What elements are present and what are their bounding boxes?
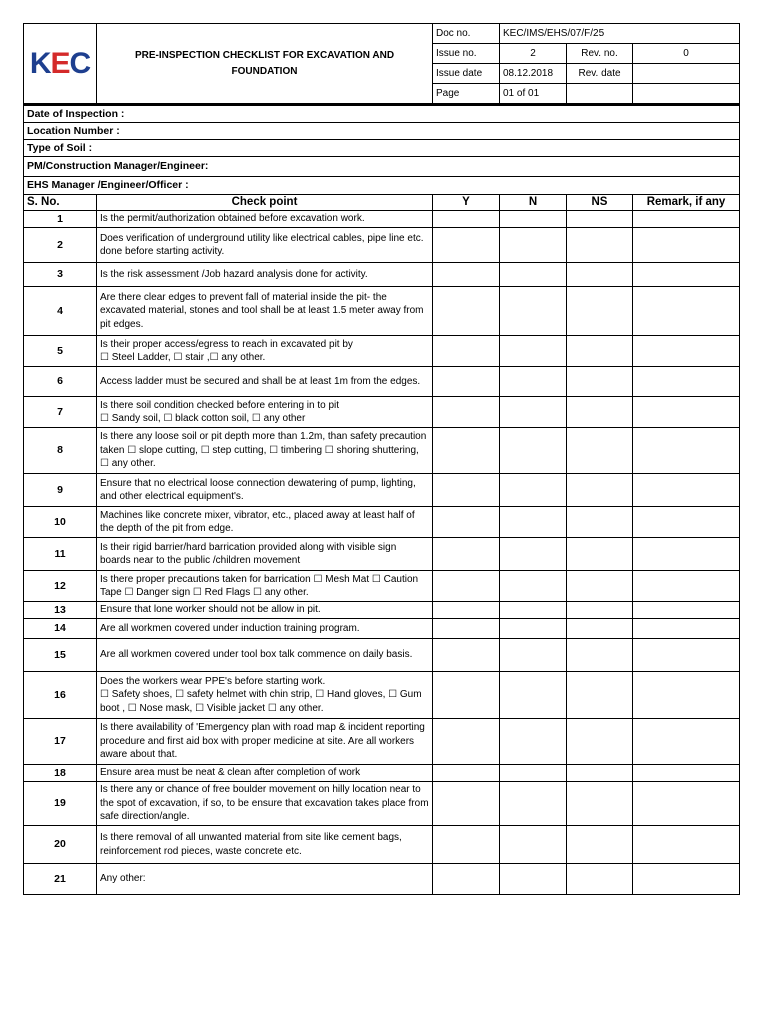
check-point-text: Ensure area must be neat & clean after completion of work (97, 765, 433, 782)
item-number: 3 (24, 263, 97, 287)
remark-cell[interactable] (633, 782, 740, 826)
y-cell[interactable] (433, 719, 500, 765)
check-point-text: Does verification of underground utility like electrical cables, pipe line etc. done before starting activity. (97, 228, 433, 263)
ns-cell[interactable] (567, 507, 633, 538)
n-cell[interactable] (500, 228, 567, 263)
checklist-sheet (23, 23, 739, 895)
check-point-text: Is the risk assessment /Job hazard analysis done for activity. (97, 263, 433, 287)
table-row (24, 719, 740, 765)
check-point-text: Are all workmen covered under induction training program. (97, 619, 433, 639)
page-empty-1 (567, 84, 633, 104)
item-number: 2 (24, 228, 97, 263)
item-number: 15 (24, 639, 97, 672)
item-number: 14 (24, 619, 97, 639)
item-number: 19 (24, 782, 97, 826)
checklist-items (24, 211, 740, 895)
n-cell[interactable] (500, 619, 567, 639)
y-cell[interactable] (433, 228, 500, 263)
ns-cell[interactable] (567, 474, 633, 507)
y-cell[interactable] (433, 619, 500, 639)
y-cell[interactable] (433, 287, 500, 336)
n-cell[interactable] (500, 367, 567, 397)
remark-cell[interactable] (633, 619, 740, 639)
col-header-y: Y (433, 195, 500, 211)
remark-cell[interactable] (633, 228, 740, 263)
table-row (24, 864, 740, 895)
table-row (24, 639, 740, 672)
ns-cell[interactable] (567, 367, 633, 397)
checklist-table (23, 104, 740, 895)
y-cell[interactable] (433, 211, 500, 228)
location-number-field[interactable]: Location Number : (24, 123, 740, 140)
n-cell[interactable] (500, 397, 567, 428)
y-cell[interactable] (433, 765, 500, 782)
col-header-sno: S. No. (24, 195, 97, 211)
check-point-text: Are there clear edges to prevent fall of material inside the pit- the excavated material, stones and tool shall be at least 1.5 meter away from pit edges. (97, 287, 433, 336)
remark-cell[interactable] (633, 211, 740, 228)
y-cell[interactable] (433, 571, 500, 602)
ns-cell[interactable] (567, 602, 633, 619)
remark-cell[interactable] (633, 507, 740, 538)
remark-cell[interactable] (633, 367, 740, 397)
ns-cell[interactable] (567, 397, 633, 428)
check-point-text: Is there soil condition checked before entering in to pit ☐ Sandy soil, ☐ black cotton soil, ☐ any other (97, 397, 433, 428)
ns-cell[interactable] (567, 826, 633, 864)
item-number: 7 (24, 397, 97, 428)
y-cell[interactable] (433, 428, 500, 474)
remark-cell[interactable] (633, 428, 740, 474)
ns-cell[interactable] (567, 672, 633, 719)
col-header-checkpoint: Check point (97, 195, 433, 211)
pm-engineer-field[interactable]: PM/Construction Manager/Engineer: (24, 157, 740, 177)
item-number: 8 (24, 428, 97, 474)
ns-cell[interactable] (567, 639, 633, 672)
n-cell[interactable] (500, 211, 567, 228)
table-row (24, 619, 740, 639)
check-point-text: Is their proper access/egress to reach in excavated pit by ☐ Steel Ladder, ☐ stair ,☐ any other. (97, 336, 433, 367)
n-cell[interactable] (500, 336, 567, 367)
page-empty-2 (633, 84, 740, 104)
item-number: 16 (24, 672, 97, 719)
table-row (24, 211, 740, 228)
date-of-inspection-field[interactable]: Date of Inspection : (24, 105, 740, 123)
remark-cell[interactable] (633, 474, 740, 507)
n-cell[interactable] (500, 507, 567, 538)
n-cell[interactable] (500, 672, 567, 719)
check-point-text: Is the permit/authorization obtained before excavation work. (97, 211, 433, 228)
remark-cell[interactable] (633, 336, 740, 367)
check-point-text: Is there removal of all unwanted material from site like cement bags, reinforcement rod pieces, waste concrete etc. (97, 826, 433, 864)
y-cell[interactable] (433, 864, 500, 895)
ns-cell[interactable] (567, 336, 633, 367)
y-cell[interactable] (433, 263, 500, 287)
n-cell[interactable] (500, 474, 567, 507)
item-number: 9 (24, 474, 97, 507)
n-cell[interactable] (500, 538, 567, 571)
check-point-text: Is there proper precautions taken for barrication ☐ Mesh Mat ☐ Caution Tape ☐ Danger sign ☐ Red Flags ☐ any other. (97, 571, 433, 602)
item-number: 4 (24, 287, 97, 336)
item-number: 1 (24, 211, 97, 228)
table-row (24, 571, 740, 602)
ns-cell[interactable] (567, 782, 633, 826)
n-cell[interactable] (500, 571, 567, 602)
item-number: 5 (24, 336, 97, 367)
table-row (24, 428, 740, 474)
item-number: 10 (24, 507, 97, 538)
y-cell[interactable] (433, 507, 500, 538)
col-header-n: N (500, 195, 567, 211)
table-row (24, 782, 740, 826)
ns-cell[interactable] (567, 287, 633, 336)
n-cell[interactable] (500, 428, 567, 474)
ns-cell[interactable] (567, 571, 633, 602)
doc-no-label: Doc no. (433, 24, 500, 44)
remark-cell[interactable] (633, 287, 740, 336)
issue-date-label: Issue date (433, 64, 500, 84)
table-row (24, 672, 740, 719)
rev-date-label: Rev. date (567, 64, 633, 84)
title-line-1: PRE-INSPECTION CHECKLIST FOR EXCAVATION AND (134, 49, 395, 61)
remark-cell[interactable] (633, 263, 740, 287)
table-row (24, 367, 740, 397)
remark-cell[interactable] (633, 602, 740, 619)
ns-cell[interactable] (567, 428, 633, 474)
ns-cell[interactable] (567, 619, 633, 639)
check-point-text: Any other: (97, 864, 433, 895)
document-title (97, 24, 433, 104)
check-point-text: Are all workmen covered under tool box talk commence on daily basis. (97, 639, 433, 672)
check-point-text: Machines like concrete mixer, vibrator, etc., placed away at least half of the depth of the pit from edge. (97, 507, 433, 538)
y-cell[interactable] (433, 336, 500, 367)
y-cell[interactable] (433, 367, 500, 397)
item-number: 18 (24, 765, 97, 782)
ns-cell[interactable] (567, 228, 633, 263)
item-number: 20 (24, 826, 97, 864)
check-point-text: Ensure that no electrical loose connection dewatering of pump, lighting, and other electrical equipment's. (97, 474, 433, 507)
y-cell[interactable] (433, 397, 500, 428)
rev-no-value: 0 (633, 44, 740, 64)
n-cell[interactable] (500, 639, 567, 672)
table-row (24, 263, 740, 287)
y-cell[interactable] (433, 639, 500, 672)
page-value: 01 of 01 (500, 84, 567, 104)
ns-cell[interactable] (567, 538, 633, 571)
y-cell[interactable] (433, 826, 500, 864)
check-point-text: Does the workers wear PPE's before starting work. ☐ Safety shoes, ☐ safety helmet with chin strip, ☐ Hand gloves, ☐ Gum boot , ☐ Nose mask, ☐ Visible jacket ☐ any other. (97, 672, 433, 719)
issue-date-value: 08.12.2018 (500, 64, 567, 84)
remark-cell[interactable] (633, 864, 740, 895)
rev-no-label: Rev. no. (567, 44, 633, 64)
y-cell[interactable] (433, 538, 500, 571)
check-point-text: Is there any or chance of free boulder movement on hilly location near to the spot of excavation, if so, to be ensure that excavation takes place from safe direction/angle. (97, 782, 433, 826)
item-number: 12 (24, 571, 97, 602)
table-row (24, 397, 740, 428)
title-line-2: FOUNDATION (231, 65, 298, 77)
doc-no-value: KEC/IMS/EHS/07/F/25 (500, 24, 740, 44)
table-row (24, 765, 740, 782)
y-cell[interactable] (433, 474, 500, 507)
check-point-text: Access ladder must be secured and shall be at least 1m from the edges. (97, 367, 433, 397)
table-row (24, 602, 740, 619)
n-cell[interactable] (500, 719, 567, 765)
n-cell[interactable] (500, 287, 567, 336)
issue-no-label: Issue no. (433, 44, 500, 64)
col-header-ns: NS (567, 195, 633, 211)
item-number: 13 (24, 602, 97, 619)
check-point-text: Ensure that lone worker should not be allow in pit. (97, 602, 433, 619)
remark-cell[interactable] (633, 571, 740, 602)
n-cell[interactable] (500, 864, 567, 895)
ns-cell[interactable] (567, 211, 633, 228)
table-row (24, 507, 740, 538)
check-point-text: Is there availability of 'Emergency plan with road map & incident reporting procedure and first aid box with proper medicine at site. Are all workers aware about that. (97, 719, 433, 765)
ns-cell[interactable] (567, 765, 633, 782)
n-cell[interactable] (500, 602, 567, 619)
table-row (24, 538, 740, 571)
table-row (24, 287, 740, 336)
n-cell[interactable] (500, 765, 567, 782)
kec-logo-icon: KEC (29, 46, 91, 80)
check-point-text: Is there any loose soil or pit depth more than 1.2m, than safety precaution taken ☐ slope cutting, ☐ step cutting, ☐ timbering ☐ shoring shuttering, ☐ any other. (97, 428, 433, 474)
y-cell[interactable] (433, 602, 500, 619)
rev-date-value (633, 64, 740, 84)
check-point-text: Is their rigid barrier/hard barrication provided along with visible sign boards near to the public /children movement (97, 538, 433, 571)
table-row (24, 826, 740, 864)
page-label: Page (433, 84, 500, 104)
ns-cell[interactable] (567, 864, 633, 895)
remark-cell[interactable] (633, 719, 740, 765)
table-row (24, 228, 740, 263)
remark-cell[interactable] (633, 826, 740, 864)
col-header-remark: Remark, if any (633, 195, 740, 211)
table-row (24, 474, 740, 507)
remark-cell[interactable] (633, 765, 740, 782)
issue-no-value: 2 (500, 44, 567, 64)
document-header (23, 23, 740, 104)
n-cell[interactable] (500, 263, 567, 287)
company-logo (24, 24, 97, 104)
remark-cell[interactable] (633, 538, 740, 571)
n-cell[interactable] (500, 782, 567, 826)
remark-cell[interactable] (633, 672, 740, 719)
item-number: 11 (24, 538, 97, 571)
remark-cell[interactable] (633, 397, 740, 428)
ehs-manager-field[interactable]: EHS Manager /Engineer/Officer : (24, 177, 740, 195)
item-number: 17 (24, 719, 97, 765)
ns-cell[interactable] (567, 719, 633, 765)
y-cell[interactable] (433, 782, 500, 826)
type-of-soil-field[interactable]: Type of Soil : (24, 140, 740, 157)
y-cell[interactable] (433, 672, 500, 719)
table-row (24, 336, 740, 367)
n-cell[interactable] (500, 826, 567, 864)
item-number: 6 (24, 367, 97, 397)
item-number: 21 (24, 864, 97, 895)
remark-cell[interactable] (633, 639, 740, 672)
ns-cell[interactable] (567, 263, 633, 287)
